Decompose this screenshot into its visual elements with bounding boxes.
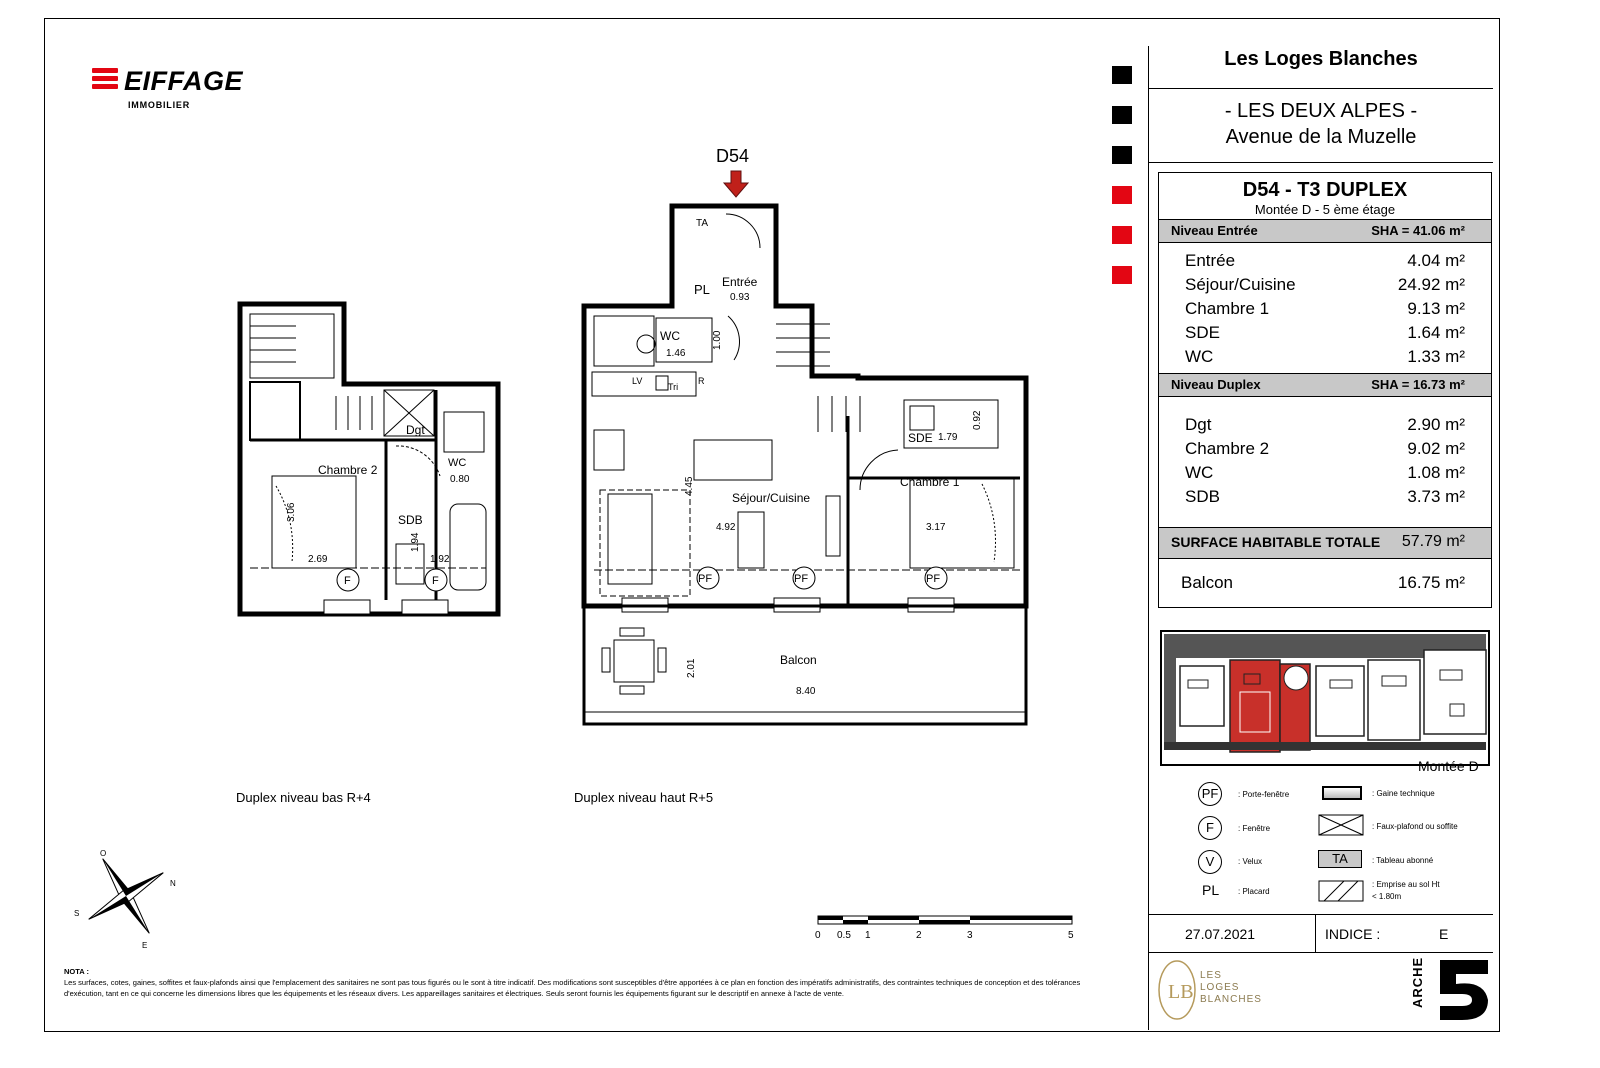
room-name: SDB (1185, 487, 1220, 506)
r-label: R (698, 376, 705, 386)
emprise-icon (1318, 880, 1364, 902)
dim-label: 3.06 (286, 502, 297, 522)
scale-tick: 2 (916, 930, 922, 941)
indice-value: E (1439, 926, 1449, 942)
entry-level-sha: SHA = 41.06 m² (1371, 223, 1465, 238)
window-f-label: F (344, 575, 351, 587)
color-square-red (1112, 186, 1132, 204)
color-square-black (1112, 106, 1132, 124)
faux-plafond-icon (1318, 814, 1364, 836)
room-sdb-label: SDB (398, 513, 423, 527)
eiffage-logo (92, 66, 252, 116)
tableau-abonne-icon: TA (1318, 850, 1362, 868)
balcony-label: Balcon (1181, 573, 1233, 592)
floor-plan-lower (236, 300, 502, 620)
dim-label: 1.46 (666, 348, 686, 359)
window-pf-label: PF (698, 573, 713, 585)
legend-pl-icon: PL (1202, 882, 1220, 898)
dim-label: 0.92 (972, 410, 983, 430)
legend-text: < 1.80m (1372, 892, 1402, 901)
note-body: Les surfaces, cotes, gaines, soffites et faux-plafonds ainsi que l'emplacement des sanitaires ne sont pas tous figurés ou le sont à titre indicatif. Des modifications sont susceptibles d'être apportées à ce plan en fonction des impératifs administratifs, des contraintes techniques de conception et des tolérances d'exécution, tant en ce qui concerne les dimensions libres que les équipements et les réseaux divers. Les appareillages sanitaires et électriques. Seuls seront fournis les équipements figurant sur le descriptif en annexe à l'acte de vente. (64, 978, 1081, 998)
project-name: Les Loges Blanches (1224, 48, 1418, 70)
dim-label: 3.17 (926, 522, 946, 533)
dim-label: 0.93 (730, 292, 750, 303)
divider (1149, 952, 1493, 953)
room-name: Séjour/Cuisine (1185, 275, 1296, 294)
project-street: Avenue de la Muzelle (1225, 126, 1417, 148)
logo-name: EIFFAGE (124, 66, 244, 96)
window-f-label: F (432, 575, 439, 587)
balcony-row (1159, 559, 1491, 607)
legend-pf-icon: PF (1198, 782, 1222, 806)
plan-lower-caption: Duplex niveau bas R+4 (236, 790, 371, 805)
room-row (1159, 413, 1491, 437)
compass-n-label: N (170, 879, 176, 888)
scale-tick: 0 (815, 930, 821, 941)
total-band (1159, 527, 1491, 559)
room-area: 1.64 m² (1407, 323, 1465, 342)
color-square-red (1112, 226, 1132, 244)
duplex-level-label: Niveau Duplex (1171, 377, 1261, 392)
dim-label: 1.94 (410, 532, 421, 552)
room-name: WC (1185, 463, 1214, 482)
dim-label: 1.00 (712, 330, 723, 350)
room-balcon-label: Balcon (780, 653, 817, 667)
room-dgt-label: Dgt (406, 423, 425, 437)
room-row (1159, 437, 1491, 461)
plan-date: 27.07.2021 (1185, 926, 1256, 942)
site-plan (1160, 630, 1490, 768)
tri-label: Tri (668, 382, 679, 392)
room-row (1159, 297, 1491, 321)
arche-label: ARCHE (1410, 956, 1425, 1008)
dim-label: 4.92 (716, 522, 736, 533)
room-sejour-label: Séjour/Cuisine (732, 491, 811, 505)
room-name: Chambre 1 (1185, 299, 1270, 318)
entry-level-band (1159, 219, 1491, 243)
brand-line: LES (1200, 970, 1222, 981)
gaine-technique-icon (1322, 786, 1362, 800)
divider (1149, 162, 1493, 163)
logo-sub: IMMOBILIER (128, 100, 190, 110)
indice-label: INDICE : (1325, 926, 1381, 942)
room-area: 1.33 m² (1407, 347, 1465, 366)
balcony-value: 16.75 m² (1397, 573, 1465, 592)
compass-s-label: S (74, 909, 80, 918)
site-plan-caption: Montée D (1418, 758, 1479, 774)
room-area: 3.73 m² (1407, 487, 1465, 506)
unit-marker-label: D54 (716, 146, 750, 166)
plan-upper-caption: Duplex niveau haut R+5 (574, 790, 714, 805)
room-wc-label: WC (448, 457, 467, 469)
total-label: SURFACE HABITABLE TOTALE (1171, 534, 1381, 550)
duplex-level-band (1159, 373, 1491, 397)
compass-e-label: E (142, 941, 148, 950)
total-value: 57.79 m² (1401, 533, 1465, 550)
dim-label: 8.40 (796, 686, 816, 697)
divider (1149, 88, 1493, 89)
unit-subtitle: Montée D - 5 ème étage (1254, 202, 1396, 217)
divider (1315, 914, 1316, 952)
scale-tick: 0.5 (837, 930, 851, 941)
compass-o-label: O (100, 849, 107, 858)
window-pf-label: PF (794, 573, 809, 585)
floor-plan-upper (580, 200, 1032, 730)
room-row (1159, 345, 1491, 369)
legend-text: : Velux (1238, 857, 1263, 866)
room-area: 24.92 m² (1397, 275, 1465, 294)
loges-blanches-brand (1200, 970, 1262, 1006)
brand-line: LOGES (1200, 982, 1240, 993)
room-name: Chambre 2 (1185, 439, 1270, 458)
room-name: SDE (1185, 323, 1220, 342)
room-row (1159, 249, 1491, 273)
legend-text: : Gaine technique (1372, 789, 1435, 798)
room-name: Entrée (1185, 251, 1236, 270)
legend-text: : Fenêtre (1238, 824, 1271, 833)
room-chambre1-label: Chambre 1 (900, 475, 960, 489)
logo-mark-icon (92, 68, 118, 94)
legend-text: : Placard (1238, 887, 1270, 896)
scale-tick: 5 (1068, 930, 1074, 941)
entry-level-label: Niveau Entrée (1171, 223, 1258, 238)
legend-text: : Faux-plafond ou soffite (1372, 822, 1458, 831)
legend-text: : Emprise au sol Ht (1372, 880, 1440, 889)
legend-text: : Porte-fenêtre (1238, 790, 1290, 799)
pl-label: PL (694, 282, 710, 297)
divider (1149, 914, 1493, 915)
room-row (1159, 321, 1491, 345)
room-row (1159, 485, 1491, 509)
room-entree-label: Entrée (722, 275, 758, 289)
note-title: NOTA : (64, 967, 89, 976)
svg-text:LB: LB (1168, 981, 1194, 1003)
dim-label: 2.69 (308, 554, 328, 565)
room-name: Dgt (1185, 415, 1212, 434)
room-sde-label: SDE (908, 431, 933, 445)
unit-title: D54 - T3 DUPLEX (1242, 179, 1408, 201)
surface-table (1158, 172, 1492, 608)
color-square-red (1112, 266, 1132, 284)
project-city: - LES DEUX ALPES - (1224, 100, 1418, 122)
brand-line: BLANCHES (1200, 994, 1262, 1005)
scale-tick: 3 (967, 930, 973, 941)
compass-rose-icon (66, 844, 186, 950)
color-square-black (1112, 146, 1132, 164)
room-chambre2-label: Chambre 2 (318, 463, 378, 477)
lv-label: LV (632, 376, 643, 386)
room-area: 4.04 m² (1407, 251, 1465, 270)
room-name: WC (1185, 347, 1214, 366)
scale-bar (812, 912, 1082, 946)
room-row (1159, 273, 1491, 297)
room-area: 1.08 m² (1407, 463, 1465, 482)
dim-label: 4.45 (684, 476, 695, 496)
legend-f-icon: F (1198, 816, 1222, 840)
ta-label: TA (696, 218, 709, 229)
loges-blanches-logo-icon (1156, 958, 1198, 1022)
dim-label: 1.92 (430, 554, 450, 565)
room-wc-label: WC (660, 329, 680, 343)
room-area: 9.02 m² (1407, 439, 1465, 458)
dim-label: 1.79 (938, 432, 958, 443)
dim-label: 0.80 (450, 474, 470, 485)
duplex-level-sha: SHA = 16.73 m² (1371, 377, 1465, 392)
entrance-arrow-icon (722, 170, 750, 198)
arche5-logo-icon (1436, 958, 1492, 1022)
scale-tick: 1 (865, 930, 871, 941)
dim-label: 2.01 (686, 658, 697, 678)
legend-v-icon: V (1198, 850, 1222, 874)
color-square-black (1112, 66, 1132, 84)
room-area: 2.90 m² (1407, 415, 1465, 434)
legend-text: : Tableau abonné (1372, 856, 1434, 865)
legal-note (64, 966, 1114, 999)
window-pf-label: PF (926, 573, 941, 585)
room-row (1159, 461, 1491, 485)
room-area: 9.13 m² (1407, 299, 1465, 318)
